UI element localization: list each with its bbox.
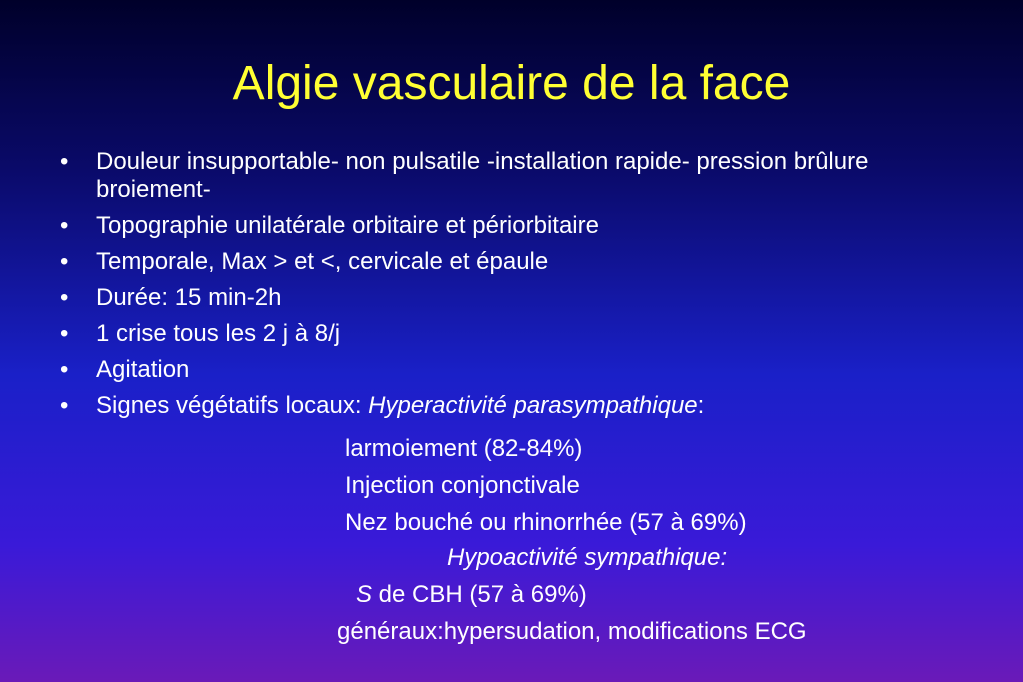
bullet-dot: •: [60, 392, 69, 419]
parasympathetic-label: Hyperactivité parasympathique: [368, 392, 698, 419]
sub-line-lacrimation: larmoiement (82-84%): [345, 435, 583, 462]
cbh-text: de CBH (57 à 69%): [372, 581, 587, 608]
sub-line-general: généraux:hypersudation, modifications ECG: [337, 618, 807, 645]
sub-line-cbh: [356, 581, 587, 609]
bullet-text: Agitation: [96, 356, 190, 383]
signs-prefix: Signes végétatifs locaux:: [96, 392, 369, 419]
sub-line-nose: Nez bouché ou rhinorrhée (57 à 69%): [345, 509, 747, 536]
bullet-text: Temporale, Max > et <, cervicale et épaule: [96, 248, 549, 275]
bullet-text: Douleur insupportable- non pulsatile -installation rapide- pression brûlure broiement-: [96, 148, 869, 203]
bullet-dot: •: [60, 148, 69, 175]
bullet-item: [60, 148, 960, 204]
bullet-dot: •: [60, 284, 69, 311]
bullet-item: [60, 248, 960, 276]
bullet-list: [60, 148, 960, 428]
sub-line-injection: Injection conjonctivale: [345, 472, 580, 499]
bullet-text: Topographie unilatérale orbitaire et périorbitaire: [96, 212, 599, 239]
bullet-dot: •: [60, 356, 69, 383]
bullet-item: [60, 320, 960, 348]
bullet-item: [60, 284, 960, 312]
bullet-item-signs: [60, 392, 960, 420]
hypoactivity-label: Hypoactivité sympathique:: [447, 544, 728, 571]
signs-suffix: :: [697, 392, 705, 419]
bullet-item: [60, 356, 960, 384]
bullet-dot: •: [60, 212, 69, 239]
bullet-item: [60, 212, 960, 240]
bullet-text: 1 crise tous les 2 j à 8/j: [96, 320, 341, 347]
bullet-dot: •: [60, 320, 69, 347]
bullet-dot: •: [60, 248, 69, 275]
bullet-text: Durée: 15 min-2h: [96, 284, 282, 311]
slide-title: Algie vasculaire de la face: [232, 57, 791, 110]
cbh-s-letter: S: [356, 581, 373, 608]
